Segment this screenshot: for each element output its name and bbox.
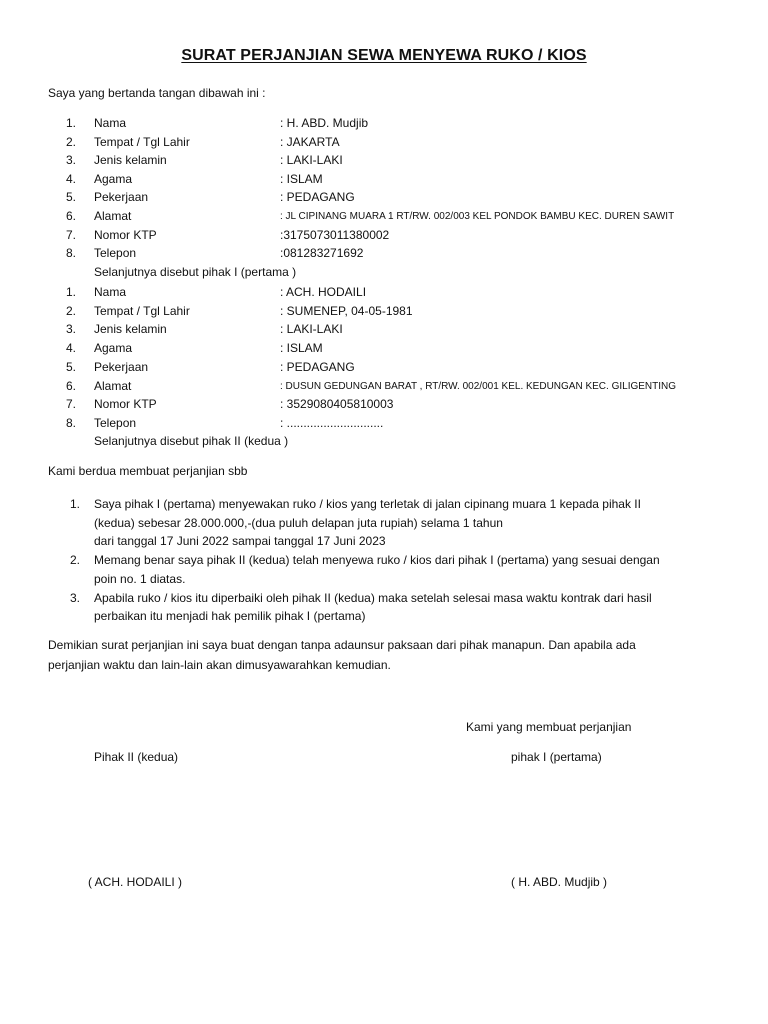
closing-line: perjanjian waktu dan lain-lain akan dimusyawarahkan kemudian. <box>48 658 391 672</box>
field-label: Nomor KTP <box>94 228 157 242</box>
field-label: Agama <box>94 172 133 186</box>
clause-row <box>0 514 768 533</box>
party1-designation: Selanjutnya disebut pihak I (pertama ) <box>94 265 297 279</box>
party2-row <box>0 414 768 433</box>
row-number: 5. <box>66 190 77 204</box>
clause-number: 2. <box>70 553 81 567</box>
signature-left-name: ( ACH. HODAILI ) <box>88 875 183 889</box>
field-value: : JAKARTA <box>280 135 340 149</box>
clause-row <box>0 551 768 570</box>
field-value: : PEDAGANG <box>280 360 355 374</box>
clause-line: perbaikan itu menjadi hak pemilik pihak I (pertama) <box>94 609 366 623</box>
clause-line: poin no. 1 diatas. <box>94 572 186 586</box>
party1-row <box>0 151 768 170</box>
field-value: : 3529080405810003 <box>280 397 394 411</box>
row-number: 6. <box>66 209 77 223</box>
field-value: : JL CIPINANG MUARA 1 RT/RW. 002/003 KEL PONDOK BAMBU KEC. DUREN SAWIT <box>280 211 675 222</box>
field-value: : DUSUN GEDUNGAN BARAT , RT/RW. 002/001 KEL. KEDUNGAN KEC. GILIGENTING <box>280 381 677 392</box>
row-number: 7. <box>66 397 77 411</box>
row-number: 3. <box>66 322 77 336</box>
row-number: 1. <box>66 116 77 130</box>
signature-right-role: pihak I (pertama) <box>511 750 602 764</box>
signature-right-name: ( H. ABD. Mudjib ) <box>511 875 608 889</box>
party1-row <box>0 244 768 263</box>
field-value: : ISLAM <box>280 341 323 355</box>
field-label: Telepon <box>94 246 137 260</box>
row-number: 4. <box>66 341 77 355</box>
field-value: :3175073011380002 <box>280 228 390 242</box>
clause-row <box>0 495 768 514</box>
row-number: 1. <box>66 285 77 299</box>
row-number: 8. <box>66 246 77 260</box>
intro-text: Saya yang bertanda tangan dibawah ini : <box>48 86 266 100</box>
clause-line: Saya pihak I (pertama) menyewakan ruko / kios yang terletak di jalan cipinang muara 1 kepada pihak II <box>94 497 641 511</box>
clause-number: 1. <box>70 497 81 511</box>
closing-line: Demikian surat perjanjian ini saya buat dengan tanpa adaunsur paksaan dari pihak manapun. Dan apabila ada <box>48 638 636 652</box>
field-value: : PEDAGANG <box>280 190 355 204</box>
field-label: Alamat <box>94 209 132 223</box>
signature-makers: Kami yang membuat perjanjian <box>466 720 632 734</box>
row-number: 2. <box>66 135 77 149</box>
party1-designation-row <box>0 263 768 282</box>
party1-row <box>0 226 768 245</box>
row-number: 8. <box>66 416 77 430</box>
party1-row <box>0 114 768 133</box>
clause-line: Apabila ruko / kios itu diperbaiki oleh pihak II (kedua) maka setelah selesai masa waktu kontrak dari hasil <box>94 591 652 605</box>
party2-row <box>0 358 768 377</box>
agreement-intro: Kami berdua membuat perjanjian sbb <box>48 464 248 478</box>
row-number: 2. <box>66 304 77 318</box>
party2-row <box>0 377 768 396</box>
field-label: Tempat / Tgl Lahir <box>94 135 190 149</box>
document-title <box>0 47 768 65</box>
field-label: Tempat / Tgl Lahir <box>94 304 190 318</box>
field-label: Jenis kelamin <box>94 322 167 336</box>
party1-row <box>0 207 768 226</box>
field-label: Pekerjaan <box>94 190 149 204</box>
field-value: : ISLAM <box>280 172 323 186</box>
field-label: Jenis kelamin <box>94 153 167 167</box>
party2-row <box>0 302 768 321</box>
party2-designation-row <box>0 432 768 451</box>
row-number: 6. <box>66 379 77 393</box>
party2-designation: Selanjutnya disebut pihak II (kedua ) <box>94 434 289 448</box>
field-value: : ............................. <box>280 416 384 430</box>
field-label: Agama <box>94 341 133 355</box>
field-label: Pekerjaan <box>94 360 149 374</box>
row-number: 7. <box>66 228 77 242</box>
clause-row <box>0 570 768 589</box>
clause-line: dari tanggal 17 Juni 2022 sampai tanggal 17 Juni 2023 <box>94 534 386 548</box>
field-label: Nomor KTP <box>94 397 157 411</box>
row-number: 5. <box>66 360 77 374</box>
row-number: 3. <box>66 153 77 167</box>
field-label: Alamat <box>94 379 132 393</box>
field-value: : LAKI-LAKI <box>280 322 343 336</box>
row-number: 4. <box>66 172 77 186</box>
clause-row <box>0 607 768 626</box>
field-value: : ACH. HODAILI <box>280 285 367 299</box>
party2-row <box>0 339 768 358</box>
party2-row <box>0 320 768 339</box>
field-value: : H. ABD. Mudjib <box>280 116 369 130</box>
party2-row <box>0 395 768 414</box>
field-label: Telepon <box>94 416 137 430</box>
field-label: Nama <box>94 116 127 130</box>
field-value: : LAKI-LAKI <box>280 153 343 167</box>
clause-line: Memang benar saya pihak II (kedua) telah menyewa ruko / kios dari pihak I (pertama) yang sesuai dengan <box>94 553 660 567</box>
party2-row <box>0 283 768 302</box>
clause-row <box>0 532 768 551</box>
clause-row <box>0 589 768 608</box>
clause-line: (kedua) sebesar 28.000.000,-(dua puluh delapan juta rupiah) selama 1 tahun <box>94 516 503 530</box>
field-value: : SUMENEP, 04-05-1981 <box>280 304 413 318</box>
party1-row <box>0 133 768 152</box>
field-label: Nama <box>94 285 127 299</box>
party1-row <box>0 188 768 207</box>
field-value: :081283271692 <box>280 246 364 260</box>
party1-row <box>0 170 768 189</box>
document-title-text: SURAT PERJANJIAN SEWA MENYEWA RUKO / KIOS <box>181 47 587 64</box>
clause-number: 3. <box>70 591 81 605</box>
signature-left-role: Pihak II (kedua) <box>94 750 179 764</box>
